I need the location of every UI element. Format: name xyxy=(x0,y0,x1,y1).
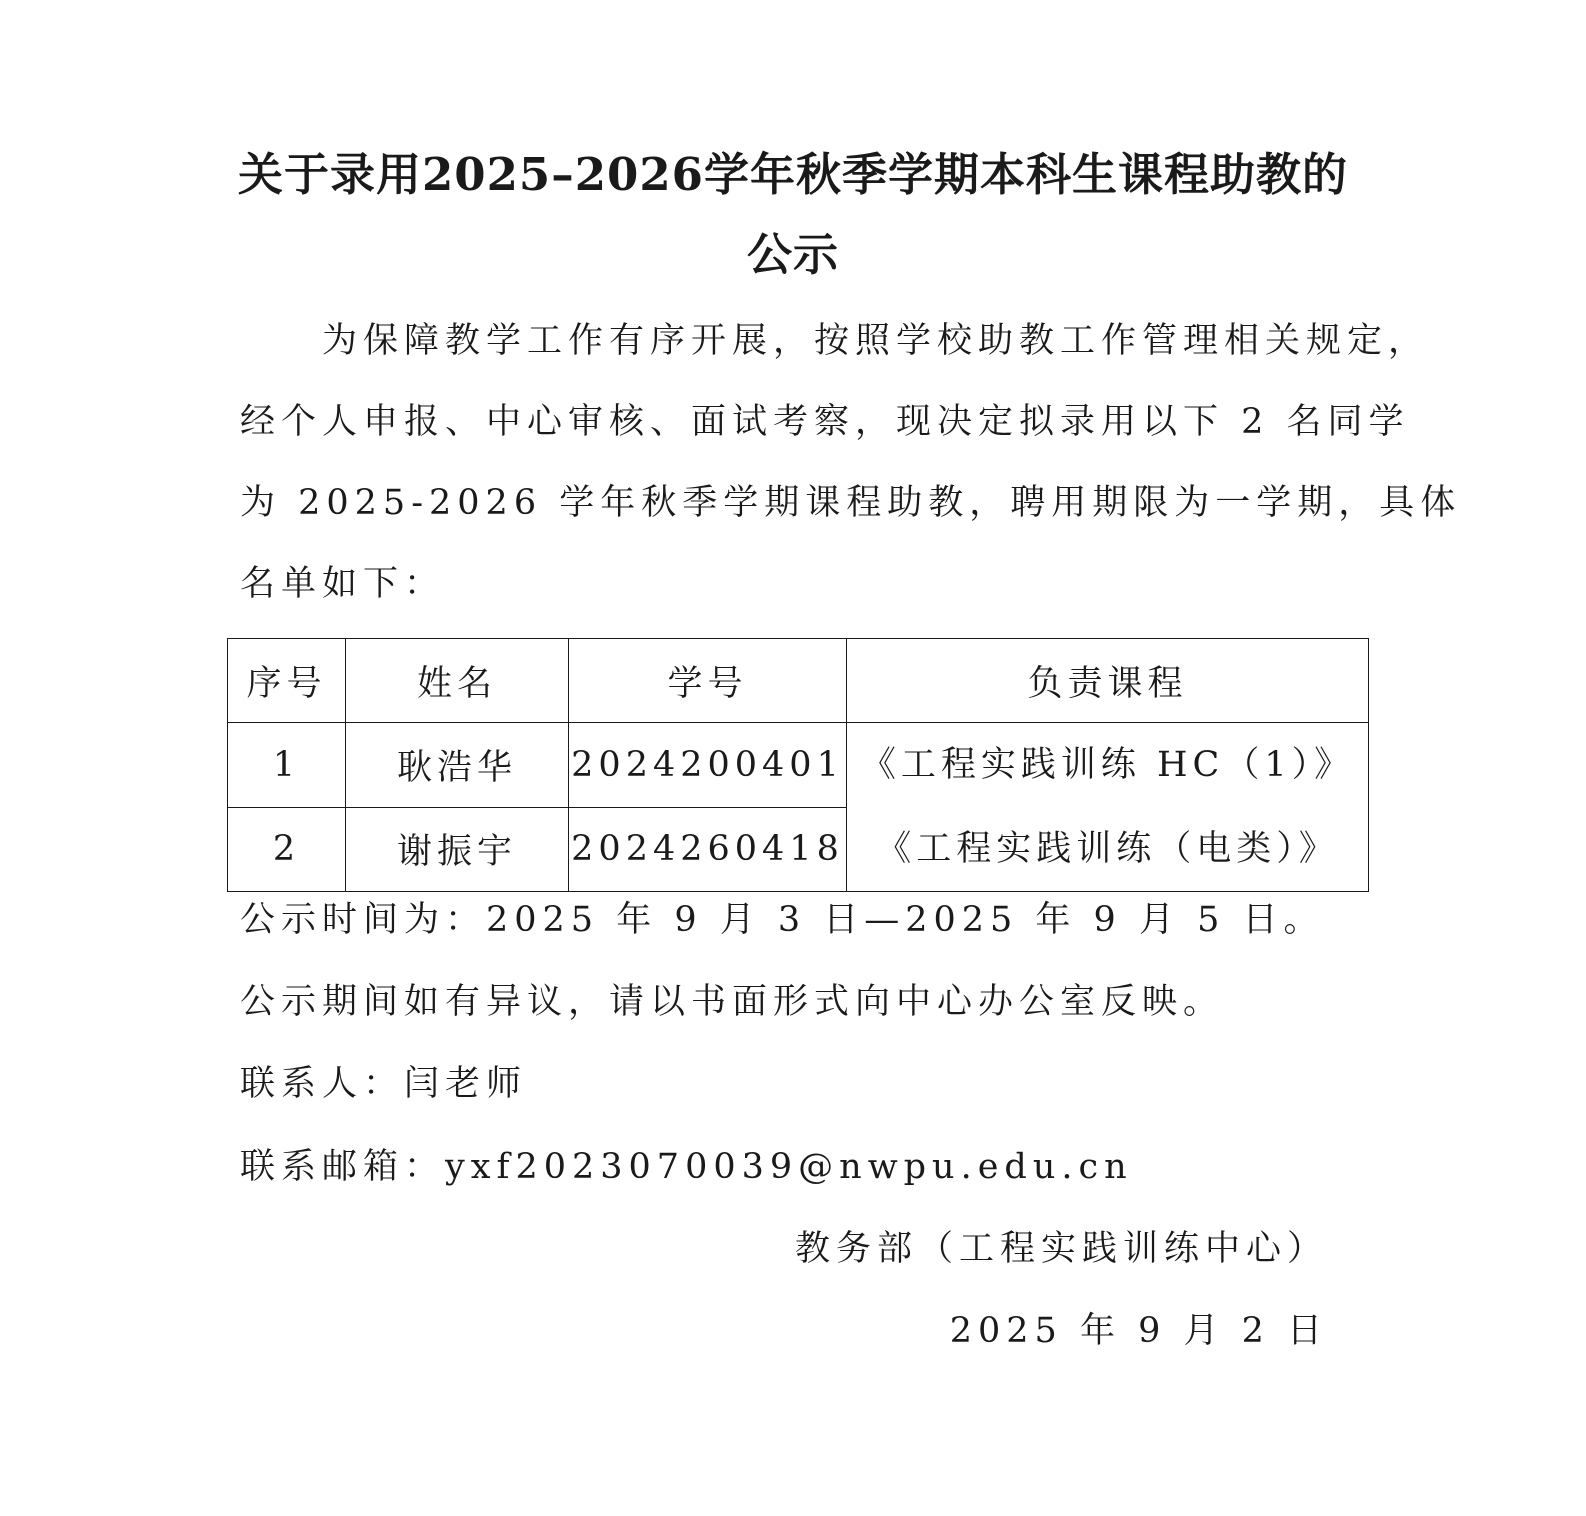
cell-courses xyxy=(847,723,1369,892)
page-title: 关于录用2025–2026学年秋季学期本科生课程助教的 xyxy=(238,148,1348,201)
notice-objection: 公示期间如有异议，请以书面形式向中心办公室反映。 xyxy=(240,982,1225,1022)
cell-student-id: 2024260418 xyxy=(569,807,847,892)
page-title-line2: 公示 xyxy=(746,228,839,281)
signature-date: 2025 年 9 月 2 日 xyxy=(949,1311,1328,1351)
paragraph-line-2: 经个人申报、中心审核、面试考察，现决定拟录用以下 2 名同学 xyxy=(240,402,1410,442)
paragraph-line-4: 名单如下： xyxy=(240,564,446,604)
paragraph-line-1: 为保障教学工作有序开展，按照学校助教工作管理相关规定， xyxy=(322,321,1430,361)
table-row xyxy=(228,723,1369,808)
cell-student-id: 2024200401 xyxy=(569,723,847,808)
header-seq: 序号 xyxy=(228,639,346,723)
ta-table xyxy=(227,638,1369,892)
signature-department: 教务部（工程实践训练中心） xyxy=(794,1229,1328,1269)
cell-name: 谢振宇 xyxy=(346,807,569,892)
contact-email: 联系邮箱：yxf2023070039@nwpu.edu.cn xyxy=(240,1147,1133,1187)
cell-seq: 1 xyxy=(228,723,346,808)
header-name: 姓名 xyxy=(346,639,569,723)
notice-period: 公示时间为：2025 年 9 月 3 日—2025 年 9 月 5 日。 xyxy=(240,900,1325,940)
cell-name: 耿浩华 xyxy=(346,723,569,808)
table-header-row xyxy=(228,639,1369,723)
paragraph-line-3: 为 2025-2026 学年秋季学期课程助教，聘用期限为一学期，具体 xyxy=(240,483,1462,523)
contact-person: 联系人：闫老师 xyxy=(240,1064,528,1104)
header-course: 负责课程 xyxy=(847,639,1369,723)
header-student-id: 学号 xyxy=(569,639,847,723)
cell-seq: 2 xyxy=(228,807,346,892)
course-item: 《工程实践训练 HC（1）》 xyxy=(860,745,1355,785)
course-item: 《工程实践训练（电类）》 xyxy=(876,829,1339,869)
